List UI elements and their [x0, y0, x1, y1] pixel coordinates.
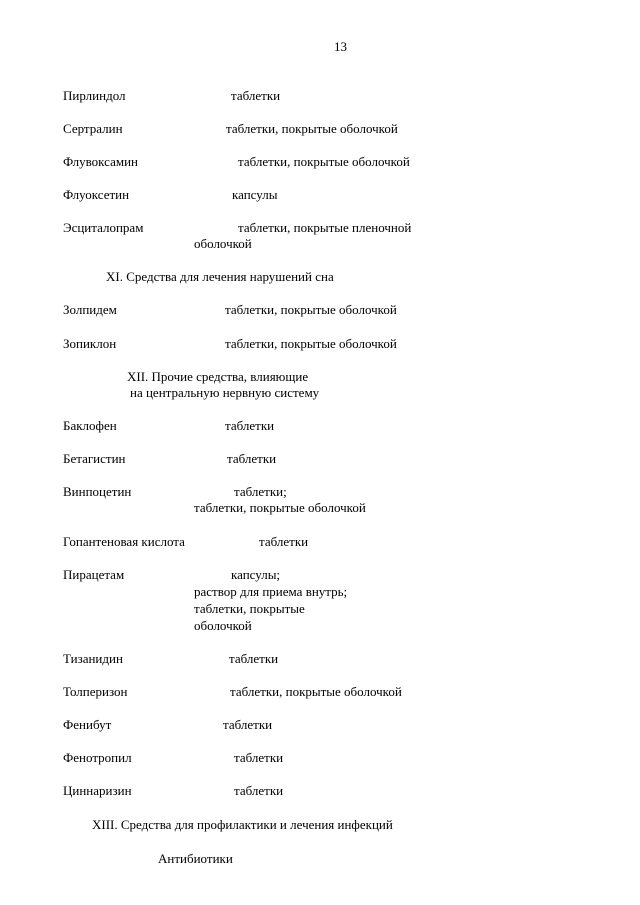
dosage-form: таблетки: [225, 418, 275, 433]
dosage-form: таблетки: [227, 451, 277, 466]
drug-name: Фенибут: [63, 717, 112, 732]
dosage-form: оболочкой: [194, 618, 252, 633]
drug-name: Толперизон: [63, 684, 128, 699]
drug-name: Гопантеновая кислота: [63, 534, 185, 549]
dosage-form: таблетки: [229, 651, 279, 666]
dosage-form: таблетки, покрытые пленочной: [238, 220, 412, 235]
drug-name: Фенотропил: [63, 750, 132, 765]
dosage-form: таблетки, покрытые оболочкой: [230, 684, 402, 699]
subsection-heading: Антибиотики: [158, 851, 233, 866]
section-heading: XI. Средства для лечения нарушений сна: [106, 269, 334, 284]
dosage-form: капсулы: [232, 187, 278, 202]
drug-name: Флувоксамин: [63, 154, 138, 169]
dosage-form: таблетки;: [234, 484, 287, 499]
drug-name: Зопиклон: [63, 336, 117, 351]
drug-name: Циннаризин: [63, 783, 132, 798]
section-heading: на центральную нервную систему: [130, 385, 320, 400]
dosage-form: таблетки, покрытые оболочкой: [194, 500, 366, 515]
dosage-form: таблетки: [259, 534, 309, 549]
dosage-form: оболочкой: [194, 236, 252, 251]
drug-name: Баклофен: [63, 418, 117, 433]
dosage-form: таблетки, покрытые оболочкой: [225, 302, 397, 317]
drug-name: Бетагистин: [63, 451, 126, 466]
drug-name: Пирацетам: [63, 567, 125, 582]
dosage-form: таблетки: [234, 750, 284, 765]
dosage-form: капсулы;: [231, 567, 281, 582]
drug-name: Тизанидин: [63, 651, 123, 666]
dosage-form: таблетки: [234, 783, 284, 798]
drug-name: Пирлиндол: [63, 88, 126, 103]
drug-name: Эсциталопрам: [63, 220, 144, 235]
section-heading: XII. Прочие средства, влияющие: [127, 369, 309, 384]
dosage-form: таблетки, покрытые оболочкой: [226, 121, 398, 136]
section-heading: XIII. Средства для профилактики и лечения инфекций: [92, 817, 393, 832]
page-number: 13: [334, 39, 347, 54]
dosage-form: таблетки, покрытые оболочкой: [225, 336, 397, 351]
drug-name: Винпоцетин: [63, 484, 132, 499]
dosage-form: таблетки: [223, 717, 273, 732]
dosage-form: таблетки, покрытые оболочкой: [238, 154, 410, 169]
drug-name: Золпидем: [63, 302, 117, 317]
dosage-form: таблетки: [231, 88, 281, 103]
drug-name: Сертралин: [63, 121, 123, 136]
dosage-form: таблетки, покрытые: [194, 601, 305, 616]
drug-name: Флуоксетин: [63, 187, 130, 202]
dosage-form: раствор для приема внутрь;: [194, 584, 348, 599]
